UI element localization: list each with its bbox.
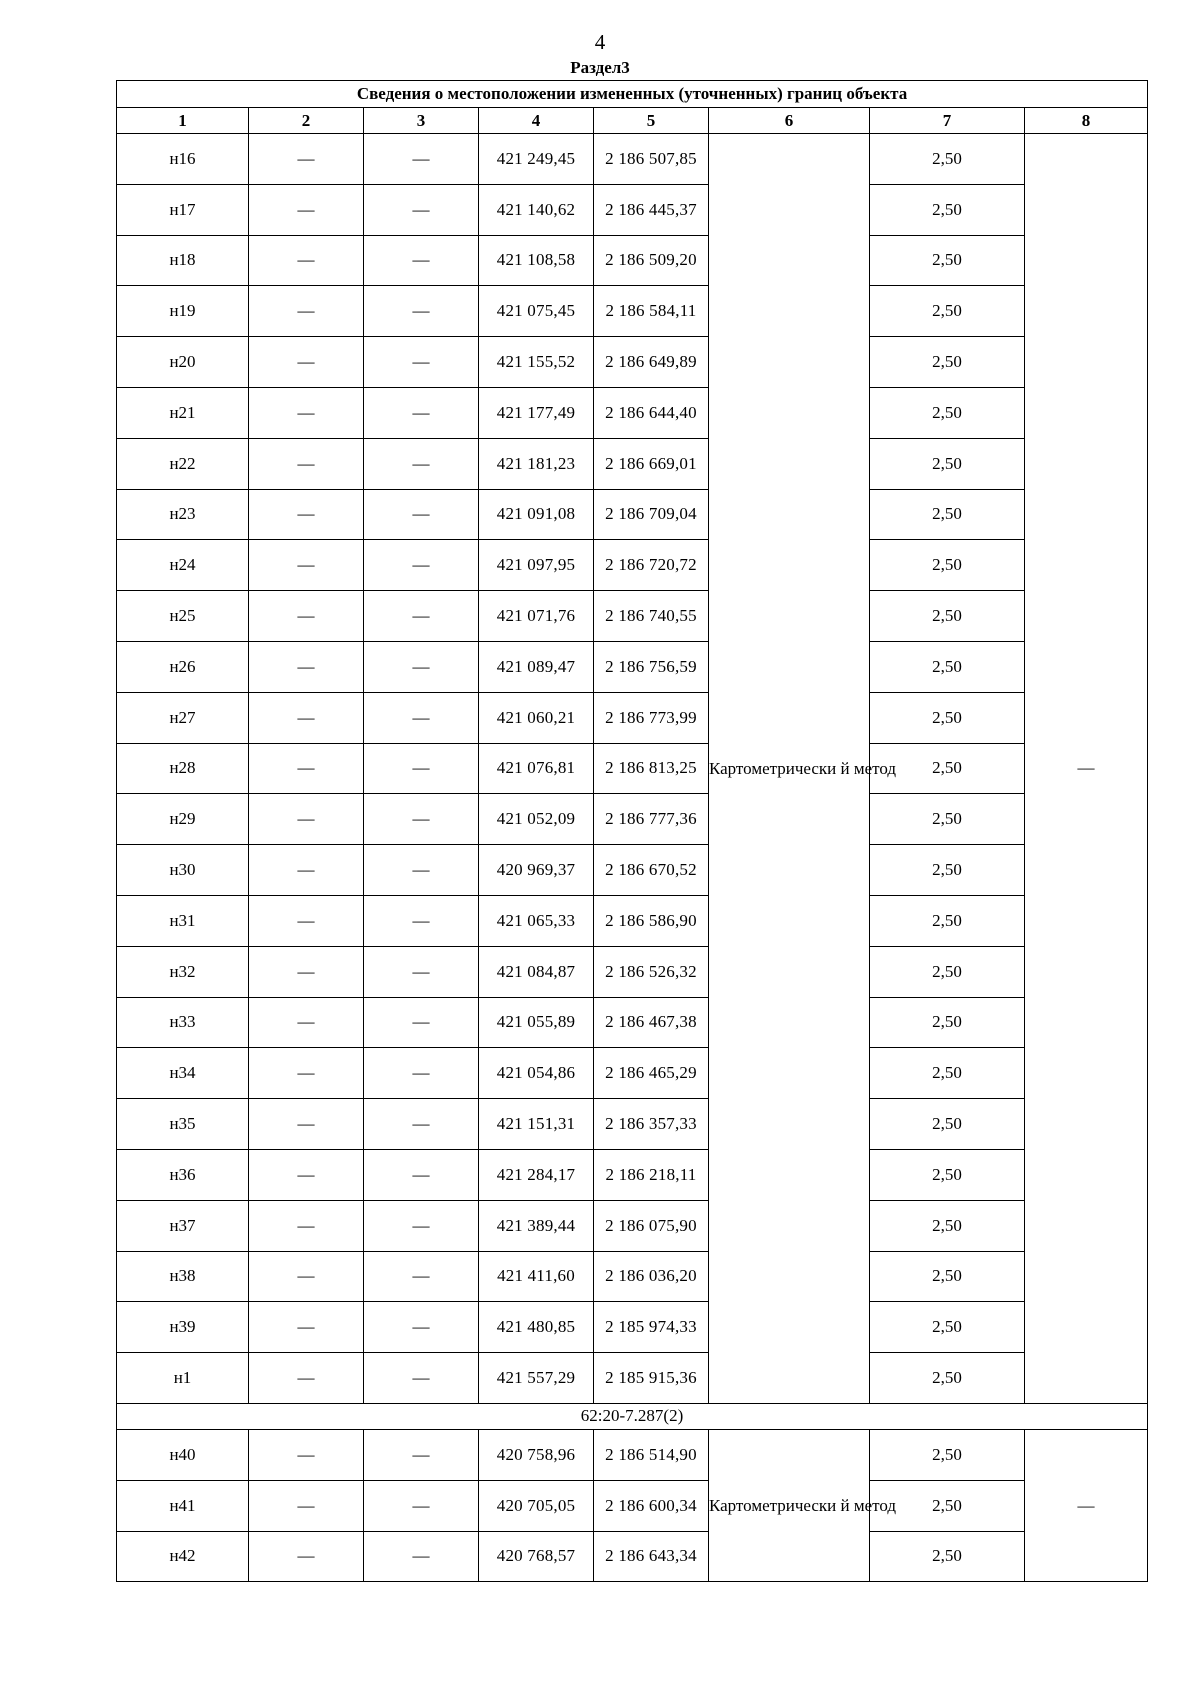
column-header: 5 bbox=[594, 108, 709, 134]
column-2-cell: — bbox=[249, 591, 364, 642]
point-name-cell: н19 bbox=[117, 286, 249, 337]
y-coordinate-cell: 2 186 526,32 bbox=[594, 946, 709, 997]
column-2-cell: — bbox=[249, 286, 364, 337]
point-name-cell: н36 bbox=[117, 1149, 249, 1200]
boundary-coordinates-table bbox=[116, 80, 1148, 1582]
table-row bbox=[117, 1200, 1148, 1251]
x-coordinate-cell: 421 177,49 bbox=[479, 387, 594, 438]
table-row bbox=[117, 1048, 1148, 1099]
accuracy-cell: 2,50 bbox=[870, 540, 1025, 591]
table-row bbox=[117, 184, 1148, 235]
accuracy-cell: 2,50 bbox=[870, 438, 1025, 489]
x-coordinate-cell: 420 758,96 bbox=[479, 1429, 594, 1480]
column-2-cell: — bbox=[249, 1302, 364, 1353]
column-header: 7 bbox=[870, 108, 1025, 134]
accuracy-cell: 2,50 bbox=[870, 591, 1025, 642]
point-name-cell: н26 bbox=[117, 641, 249, 692]
x-coordinate-cell: 420 705,05 bbox=[479, 1480, 594, 1531]
column-8-cell: — bbox=[1025, 134, 1148, 1404]
column-2-cell: — bbox=[249, 794, 364, 845]
y-coordinate-cell: 2 185 974,33 bbox=[594, 1302, 709, 1353]
accuracy-cell: 2,50 bbox=[870, 997, 1025, 1048]
y-coordinate-cell: 2 186 507,85 bbox=[594, 134, 709, 185]
point-name-cell: н40 bbox=[117, 1429, 249, 1480]
table-row bbox=[117, 1302, 1148, 1353]
y-coordinate-cell: 2 186 669,01 bbox=[594, 438, 709, 489]
column-3-cell: — bbox=[364, 286, 479, 337]
column-3-cell: — bbox=[364, 997, 479, 1048]
column-3-cell: — bbox=[364, 1302, 479, 1353]
point-name-cell: н35 bbox=[117, 1099, 249, 1150]
y-coordinate-cell: 2 186 773,99 bbox=[594, 692, 709, 743]
column-2-cell: — bbox=[249, 337, 364, 388]
x-coordinate-cell: 421 054,86 bbox=[479, 1048, 594, 1099]
column-header: 3 bbox=[364, 108, 479, 134]
column-3-cell: — bbox=[364, 845, 479, 896]
x-coordinate-cell: 421 140,62 bbox=[479, 184, 594, 235]
point-name-cell: н42 bbox=[117, 1531, 249, 1582]
y-coordinate-cell: 2 186 509,20 bbox=[594, 235, 709, 286]
column-3-cell: — bbox=[364, 1099, 479, 1150]
column-3-cell: — bbox=[364, 337, 479, 388]
group-label: 62:20-7.287(2) bbox=[117, 1403, 1148, 1429]
column-3-cell: — bbox=[364, 1531, 479, 1582]
x-coordinate-cell: 421 075,45 bbox=[479, 286, 594, 337]
table-row bbox=[117, 845, 1148, 896]
y-coordinate-cell: 2 186 740,55 bbox=[594, 591, 709, 642]
x-coordinate-cell: 421 065,33 bbox=[479, 895, 594, 946]
column-header: 4 bbox=[479, 108, 594, 134]
point-name-cell: н24 bbox=[117, 540, 249, 591]
x-coordinate-cell: 421 089,47 bbox=[479, 641, 594, 692]
y-coordinate-cell: 2 186 670,52 bbox=[594, 845, 709, 896]
x-coordinate-cell: 421 108,58 bbox=[479, 235, 594, 286]
column-2-cell: — bbox=[249, 235, 364, 286]
column-2-cell: — bbox=[249, 946, 364, 997]
accuracy-cell: 2,50 bbox=[870, 1480, 1025, 1531]
accuracy-cell: 2,50 bbox=[870, 337, 1025, 388]
accuracy-cell: 2,50 bbox=[870, 895, 1025, 946]
column-3-cell: — bbox=[364, 641, 479, 692]
column-2-cell: — bbox=[249, 134, 364, 185]
x-coordinate-cell: 420 969,37 bbox=[479, 845, 594, 896]
method-cell: Картометрически й метод bbox=[709, 134, 870, 1404]
table-row bbox=[117, 794, 1148, 845]
accuracy-cell: 2,50 bbox=[870, 134, 1025, 185]
column-3-cell: — bbox=[364, 1048, 479, 1099]
point-name-cell: н39 bbox=[117, 1302, 249, 1353]
table-row bbox=[117, 743, 1148, 794]
table-body bbox=[117, 134, 1148, 1582]
accuracy-cell: 2,50 bbox=[870, 286, 1025, 337]
point-name-cell: н1 bbox=[117, 1353, 249, 1404]
table-row bbox=[117, 134, 1148, 185]
y-coordinate-cell: 2 186 756,59 bbox=[594, 641, 709, 692]
accuracy-cell: 2,50 bbox=[870, 1251, 1025, 1302]
accuracy-cell: 2,50 bbox=[870, 794, 1025, 845]
y-coordinate-cell: 2 186 075,90 bbox=[594, 1200, 709, 1251]
point-name-cell: н25 bbox=[117, 591, 249, 642]
column-3-cell: — bbox=[364, 1353, 479, 1404]
point-name-cell: н41 bbox=[117, 1480, 249, 1531]
accuracy-cell: 2,50 bbox=[870, 387, 1025, 438]
column-3-cell: — bbox=[364, 1200, 479, 1251]
table-row bbox=[117, 387, 1148, 438]
column-2-cell: — bbox=[249, 692, 364, 743]
column-2-cell: — bbox=[249, 387, 364, 438]
column-header: 1 bbox=[117, 108, 249, 134]
table-row bbox=[117, 286, 1148, 337]
group-label-row bbox=[117, 1403, 1148, 1429]
point-name-cell: н28 bbox=[117, 743, 249, 794]
table-row bbox=[117, 540, 1148, 591]
column-2-cell: — bbox=[249, 743, 364, 794]
column-3-cell: — bbox=[364, 540, 479, 591]
table-row bbox=[117, 235, 1148, 286]
accuracy-cell: 2,50 bbox=[870, 1429, 1025, 1480]
column-3-cell: — bbox=[364, 895, 479, 946]
y-coordinate-cell: 2 186 218,11 bbox=[594, 1149, 709, 1200]
method-cell: Картометрически й метод bbox=[709, 1429, 870, 1581]
y-coordinate-cell: 2 186 644,40 bbox=[594, 387, 709, 438]
point-name-cell: н16 bbox=[117, 134, 249, 185]
accuracy-cell: 2,50 bbox=[870, 1099, 1025, 1150]
point-name-cell: н22 bbox=[117, 438, 249, 489]
point-name-cell: н29 bbox=[117, 794, 249, 845]
point-name-cell: н38 bbox=[117, 1251, 249, 1302]
column-3-cell: — bbox=[364, 692, 479, 743]
column-3-cell: — bbox=[364, 235, 479, 286]
accuracy-cell: 2,50 bbox=[870, 845, 1025, 896]
x-coordinate-cell: 421 091,08 bbox=[479, 489, 594, 540]
column-3-cell: — bbox=[364, 743, 479, 794]
x-coordinate-cell: 421 155,52 bbox=[479, 337, 594, 388]
accuracy-cell: 2,50 bbox=[870, 946, 1025, 997]
y-coordinate-cell: 2 186 720,72 bbox=[594, 540, 709, 591]
y-coordinate-cell: 2 186 643,34 bbox=[594, 1531, 709, 1582]
column-3-cell: — bbox=[364, 591, 479, 642]
column-3-cell: — bbox=[364, 946, 479, 997]
y-coordinate-cell: 2 186 036,20 bbox=[594, 1251, 709, 1302]
y-coordinate-cell: 2 186 709,04 bbox=[594, 489, 709, 540]
point-name-cell: н30 bbox=[117, 845, 249, 896]
accuracy-cell: 2,50 bbox=[870, 1048, 1025, 1099]
table-row bbox=[117, 1099, 1148, 1150]
accuracy-cell: 2,50 bbox=[870, 1353, 1025, 1404]
x-coordinate-cell: 421 557,29 bbox=[479, 1353, 594, 1404]
point-name-cell: н32 bbox=[117, 946, 249, 997]
y-coordinate-cell: 2 186 600,34 bbox=[594, 1480, 709, 1531]
table-row bbox=[117, 337, 1148, 388]
table-row bbox=[117, 1149, 1148, 1200]
table-row bbox=[117, 1531, 1148, 1582]
column-3-cell: — bbox=[364, 438, 479, 489]
column-2-cell: — bbox=[249, 1480, 364, 1531]
column-header: 6 bbox=[709, 108, 870, 134]
x-coordinate-cell: 421 249,45 bbox=[479, 134, 594, 185]
y-coordinate-cell: 2 186 649,89 bbox=[594, 337, 709, 388]
point-name-cell: н27 bbox=[117, 692, 249, 743]
table-row bbox=[117, 641, 1148, 692]
column-2-cell: — bbox=[249, 1200, 364, 1251]
accuracy-cell: 2,50 bbox=[870, 184, 1025, 235]
table-row bbox=[117, 1429, 1148, 1480]
accuracy-cell: 2,50 bbox=[870, 489, 1025, 540]
table-row bbox=[117, 946, 1148, 997]
point-name-cell: н17 bbox=[117, 184, 249, 235]
column-2-cell: — bbox=[249, 1149, 364, 1200]
accuracy-cell: 2,50 bbox=[870, 1200, 1025, 1251]
x-coordinate-cell: 421 284,17 bbox=[479, 1149, 594, 1200]
column-3-cell: — bbox=[364, 1251, 479, 1302]
x-coordinate-cell: 421 076,81 bbox=[479, 743, 594, 794]
table-row bbox=[117, 1353, 1148, 1404]
column-3-cell: — bbox=[364, 489, 479, 540]
table-caption: Сведения о местоположении измененных (уточненных) границ объекта bbox=[117, 81, 1148, 108]
column-2-cell: — bbox=[249, 845, 364, 896]
column-2-cell: — bbox=[249, 438, 364, 489]
accuracy-cell: 2,50 bbox=[870, 1149, 1025, 1200]
column-2-cell: — bbox=[249, 1048, 364, 1099]
table-row bbox=[117, 692, 1148, 743]
column-2-cell: — bbox=[249, 1353, 364, 1404]
y-coordinate-cell: 2 186 813,25 bbox=[594, 743, 709, 794]
point-name-cell: н21 bbox=[117, 387, 249, 438]
table-row bbox=[117, 1251, 1148, 1302]
point-name-cell: н31 bbox=[117, 895, 249, 946]
table-caption-row bbox=[117, 81, 1148, 108]
y-coordinate-cell: 2 186 777,36 bbox=[594, 794, 709, 845]
y-coordinate-cell: 2 186 445,37 bbox=[594, 184, 709, 235]
column-header: 2 bbox=[249, 108, 364, 134]
column-2-cell: — bbox=[249, 540, 364, 591]
table-row bbox=[117, 1480, 1148, 1531]
x-coordinate-cell: 421 480,85 bbox=[479, 1302, 594, 1353]
page-number: 4 bbox=[594, 30, 606, 54]
point-name-cell: н18 bbox=[117, 235, 249, 286]
column-3-cell: — bbox=[364, 794, 479, 845]
y-coordinate-cell: 2 186 465,29 bbox=[594, 1048, 709, 1099]
table-row bbox=[117, 895, 1148, 946]
table-row bbox=[117, 438, 1148, 489]
table-row bbox=[117, 591, 1148, 642]
column-2-cell: — bbox=[249, 1251, 364, 1302]
column-3-cell: — bbox=[364, 1149, 479, 1200]
y-coordinate-cell: 2 186 586,90 bbox=[594, 895, 709, 946]
accuracy-cell: 2,50 bbox=[870, 1302, 1025, 1353]
column-2-cell: — bbox=[249, 489, 364, 540]
column-2-cell: — bbox=[249, 895, 364, 946]
y-coordinate-cell: 2 185 915,36 bbox=[594, 1353, 709, 1404]
column-8-cell: — bbox=[1025, 1429, 1148, 1581]
column-3-cell: — bbox=[364, 387, 479, 438]
column-header-row bbox=[117, 108, 1148, 134]
column-3-cell: — bbox=[364, 1480, 479, 1531]
accuracy-cell: 2,50 bbox=[870, 692, 1025, 743]
y-coordinate-cell: 2 186 514,90 bbox=[594, 1429, 709, 1480]
x-coordinate-cell: 421 097,95 bbox=[479, 540, 594, 591]
point-name-cell: н34 bbox=[117, 1048, 249, 1099]
column-3-cell: — bbox=[364, 134, 479, 185]
point-name-cell: н37 bbox=[117, 1200, 249, 1251]
x-coordinate-cell: 421 389,44 bbox=[479, 1200, 594, 1251]
column-3-cell: — bbox=[364, 1429, 479, 1480]
x-coordinate-cell: 421 060,21 bbox=[479, 692, 594, 743]
x-coordinate-cell: 421 071,76 bbox=[479, 591, 594, 642]
column-2-cell: — bbox=[249, 184, 364, 235]
x-coordinate-cell: 421 151,31 bbox=[479, 1099, 594, 1150]
point-name-cell: н33 bbox=[117, 997, 249, 1048]
accuracy-cell: 2,50 bbox=[870, 1531, 1025, 1582]
table-row bbox=[117, 997, 1148, 1048]
point-name-cell: н23 bbox=[117, 489, 249, 540]
x-coordinate-cell: 421 411,60 bbox=[479, 1251, 594, 1302]
column-2-cell: — bbox=[249, 1429, 364, 1480]
column-2-cell: — bbox=[249, 997, 364, 1048]
accuracy-cell: 2,50 bbox=[870, 235, 1025, 286]
section-title: Раздел3 bbox=[570, 58, 630, 77]
column-2-cell: — bbox=[249, 1099, 364, 1150]
x-coordinate-cell: 421 084,87 bbox=[479, 946, 594, 997]
y-coordinate-cell: 2 186 584,11 bbox=[594, 286, 709, 337]
column-2-cell: — bbox=[249, 1531, 364, 1582]
y-coordinate-cell: 2 186 467,38 bbox=[594, 997, 709, 1048]
point-name-cell: н20 bbox=[117, 337, 249, 388]
x-coordinate-cell: 421 052,09 bbox=[479, 794, 594, 845]
accuracy-cell: 2,50 bbox=[870, 641, 1025, 692]
accuracy-cell: 2,50 bbox=[870, 743, 1025, 794]
column-header: 8 bbox=[1025, 108, 1148, 134]
table-row bbox=[117, 489, 1148, 540]
x-coordinate-cell: 421 181,23 bbox=[479, 438, 594, 489]
column-2-cell: — bbox=[249, 641, 364, 692]
x-coordinate-cell: 421 055,89 bbox=[479, 997, 594, 1048]
x-coordinate-cell: 420 768,57 bbox=[479, 1531, 594, 1582]
y-coordinate-cell: 2 186 357,33 bbox=[594, 1099, 709, 1150]
column-3-cell: — bbox=[364, 184, 479, 235]
